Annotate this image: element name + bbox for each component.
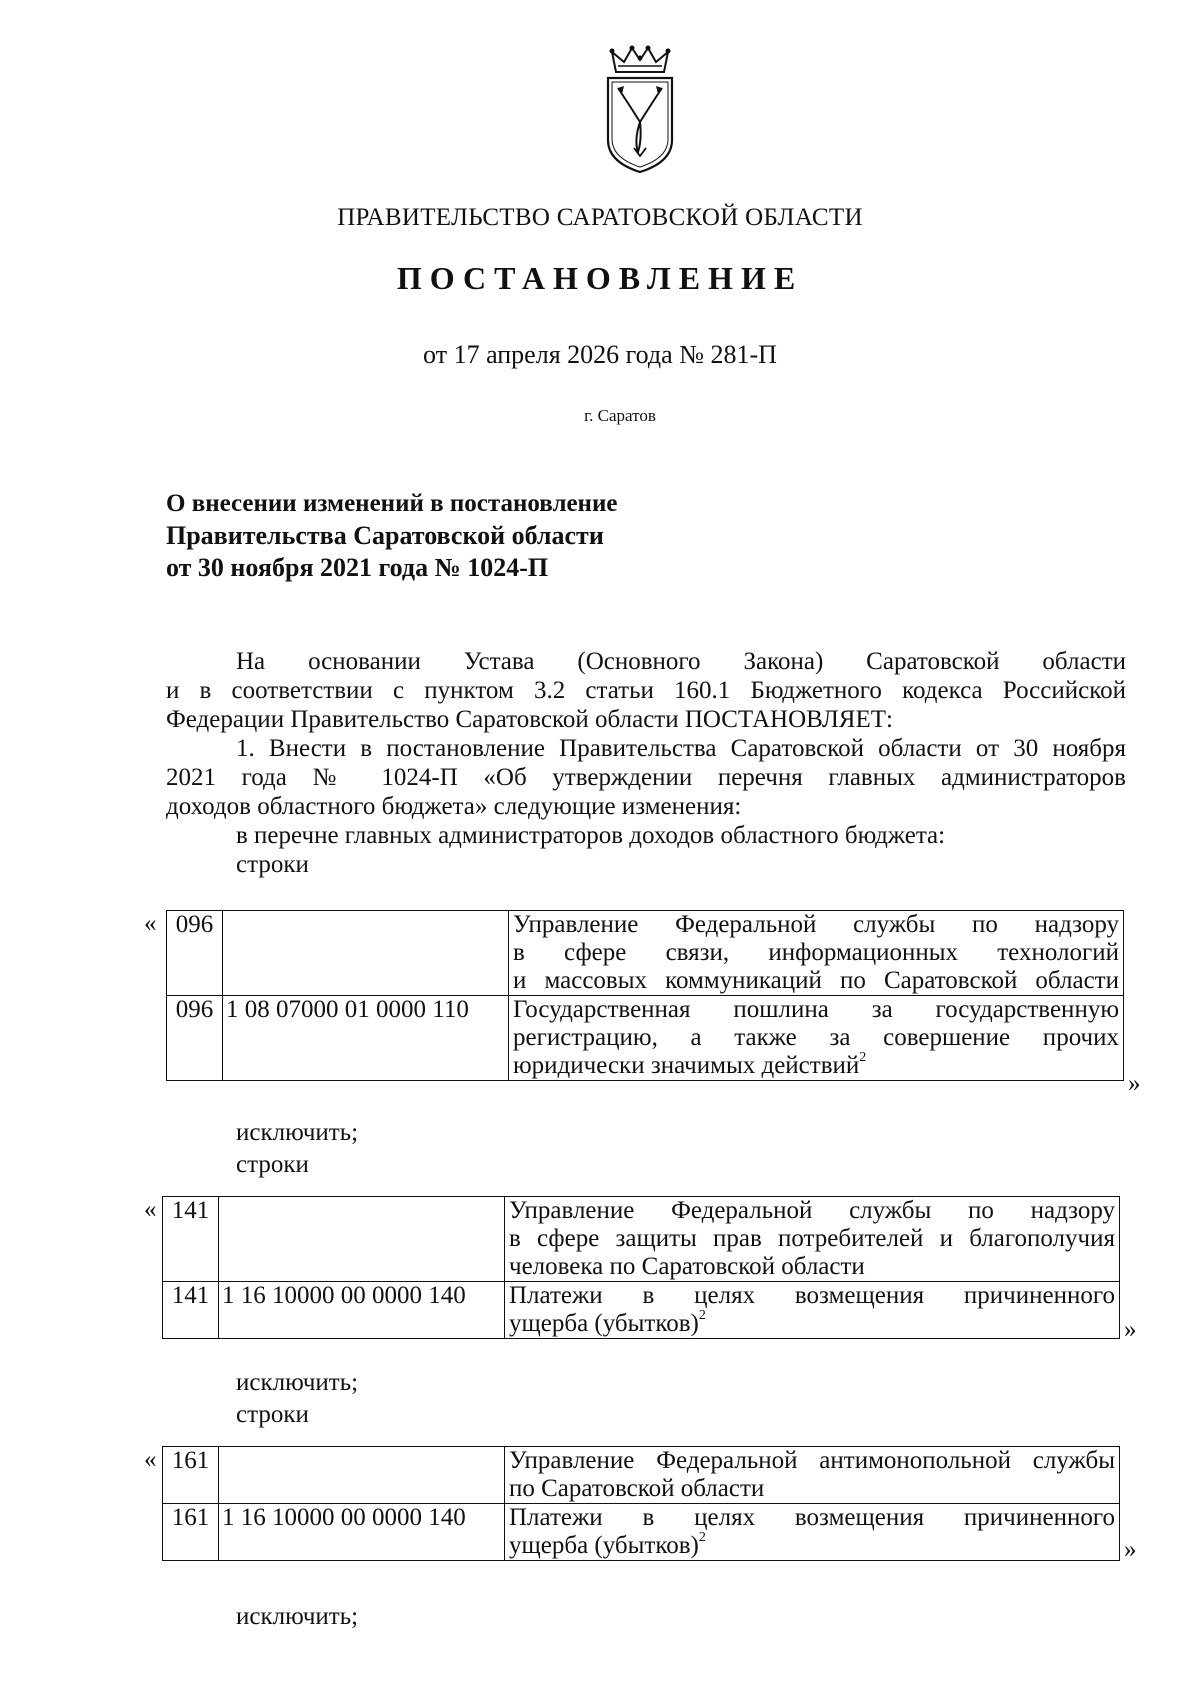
footnote-mark: 2 (859, 1050, 867, 1065)
name-cell (505, 1504, 1120, 1561)
table-row (163, 1282, 1120, 1339)
intro-text (166, 647, 1126, 850)
label-exclude: исключить; (236, 1369, 359, 1396)
admin-code-cell: 161 (163, 1447, 219, 1504)
name-line: и массовых коммуникаций по Саратовской области (513, 967, 1119, 994)
revenue-table-3 (162, 1446, 1120, 1561)
label-exclude: исключить; (236, 1119, 359, 1146)
close-quote: » (1124, 1316, 1137, 1343)
document-subject (166, 488, 617, 584)
kbk-cell: 1 16 10000 00 0000 140 (219, 1282, 505, 1339)
name-line: человека по Саратовской области (509, 1253, 865, 1280)
name-line: Управление Федеральной антимонопольной службы (509, 1447, 1115, 1474)
close-quote: » (1128, 1070, 1141, 1097)
revenue-table-2 (162, 1196, 1120, 1339)
close-quote: » (1124, 1536, 1137, 1563)
footnote-mark: 2 (698, 1530, 706, 1545)
intro-line: 2021 года № 1024-П «Об утверждении перечня главных администраторов (166, 764, 1126, 791)
name-line: Государственная пошлина за государственную (513, 996, 1119, 1023)
label-rows: строки (236, 1401, 309, 1428)
name-line: Управление Федеральной службы по надзору (509, 1197, 1115, 1224)
subject-line: от 30 ноября 2021 года № 1024-П (166, 553, 549, 582)
name-cell (505, 1282, 1120, 1339)
name-line: Управление Федеральной службы по надзору (513, 911, 1119, 938)
name-cell (509, 911, 1124, 996)
kbk-cell: 1 08 07000 01 0000 110 (223, 996, 509, 1081)
intro-line: в перечне главных администраторов доходов областного бюджета: (236, 822, 946, 849)
name-line: по Саратовской области (509, 1475, 765, 1502)
name-line: ущерба (убытков) (509, 1532, 699, 1559)
intro-line: и в соответствии с пунктом 3.2 статьи 160.1 Бюджетного кодекса Российской (166, 677, 1126, 704)
table-row (167, 996, 1124, 1081)
kbk-cell (219, 1447, 505, 1504)
admin-code-cell: 161 (163, 1504, 219, 1561)
admin-code-cell: 096 (167, 911, 223, 996)
kbk-cell (223, 911, 509, 996)
intro-line: доходов областного бюджета» следующие изменения: (166, 793, 742, 820)
intro-line: На основании Устава (Основного Закона) Саратовской области (236, 648, 1126, 675)
open-quote: « (144, 1446, 157, 1473)
name-line: ущерба (убытков) (509, 1310, 699, 1337)
coat-of-arms-emblem (604, 44, 676, 176)
name-cell (509, 996, 1124, 1081)
admin-code-cell: 141 (163, 1197, 219, 1282)
intro-line: Федерации Правительство Саратовской области ПОСТАНОВЛЯЕТ: (166, 706, 893, 733)
table-row (167, 911, 1124, 996)
open-quote: « (144, 910, 157, 937)
name-line: регистрацию, а также за совершение прочих (513, 1024, 1119, 1051)
subject-line: О внесении изменений в постановление (166, 490, 618, 517)
footnote-mark: 2 (698, 1308, 706, 1323)
kbk-cell (219, 1197, 505, 1282)
label-exclude: исключить; (236, 1603, 359, 1630)
label-rows: строки (236, 851, 309, 878)
admin-code-cell: 141 (163, 1282, 219, 1339)
subject-line: Правительства Саратовской области (166, 521, 604, 550)
document-date-number: от 17 апреля 2026 года № 281-П (423, 340, 777, 369)
open-quote: « (144, 1196, 157, 1223)
name-line: юридически значимых действий (513, 1052, 860, 1079)
document-type-title: ПОСТАНОВЛЕНИЕ (396, 260, 804, 296)
table-row (163, 1504, 1120, 1561)
admin-code-cell: 096 (167, 996, 223, 1081)
name-cell (505, 1447, 1120, 1504)
document-city: г. Саратов (584, 406, 656, 425)
organization-title: ПРАВИТЕЛЬСТВО САРАТОВСКОЙ ОБЛАСТИ (337, 204, 863, 231)
name-line: Платежи в целях возмещения причиненного (509, 1504, 1115, 1531)
intro-line: 1. Внести в постановление Правительства Саратовской области от 30 ноября (236, 735, 1126, 762)
kbk-cell: 1 16 10000 00 0000 140 (219, 1504, 505, 1561)
name-line: Платежи в целях возмещения причиненного (509, 1282, 1115, 1309)
name-line: в сфере защиты прав потребителей и благополучия (509, 1225, 1115, 1252)
name-line: в сфере связи, информационных технологий (513, 939, 1119, 966)
label-rows: строки (236, 1151, 309, 1178)
revenue-table-1 (166, 910, 1124, 1081)
table-row (163, 1447, 1120, 1504)
name-cell (505, 1197, 1120, 1282)
table-row (163, 1197, 1120, 1282)
